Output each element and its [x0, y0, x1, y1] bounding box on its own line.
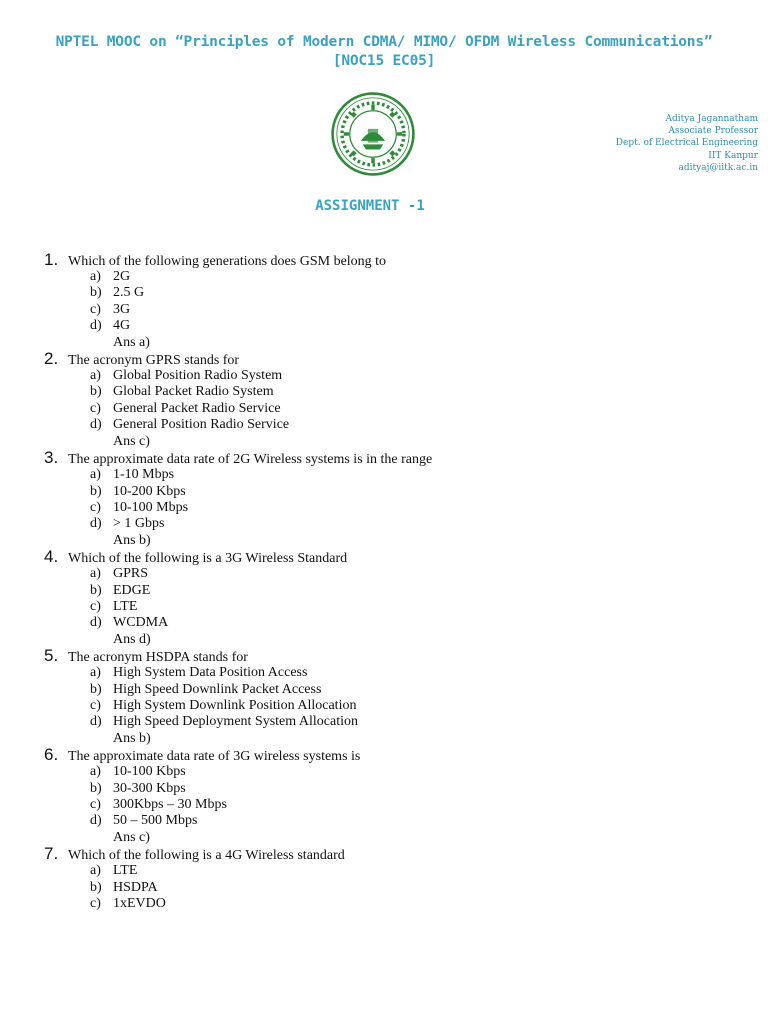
answer-row	[44, 632, 734, 649]
option-text: High System Downlink Position Allocation	[113, 698, 357, 714]
option-text: Global Packet Radio System	[113, 384, 274, 400]
option-row	[44, 615, 734, 631]
option-letter: d)	[90, 615, 102, 631]
answer-text: Ans b)	[113, 532, 151, 548]
option-text: EDGE	[113, 582, 151, 598]
option-row	[44, 285, 734, 301]
question-row	[44, 252, 734, 269]
option-text: 300Kbps – 30 Mbps	[113, 797, 227, 813]
option-letter: c)	[90, 301, 101, 317]
answer-text: Ans b)	[113, 730, 151, 746]
option-text: 10-100 Mbps	[113, 499, 189, 515]
option-text: High Speed Downlink Packet Access	[113, 681, 322, 697]
option-row	[44, 698, 734, 714]
answer-row	[44, 731, 734, 748]
option-row	[44, 764, 734, 780]
option-row	[44, 516, 734, 532]
option-text: LTE	[113, 863, 138, 879]
option-letter: c)	[90, 896, 101, 912]
question-row	[44, 846, 734, 863]
option-text: 50 – 500 Mbps	[113, 813, 198, 829]
option-row	[44, 583, 734, 599]
question-number: 2.	[44, 349, 59, 369]
author-block	[498, 113, 758, 174]
option-row	[44, 500, 734, 516]
question-text: Which of the following is a 4G Wireless standard	[68, 848, 345, 864]
option-letter: c)	[90, 400, 101, 416]
option-letter: a)	[90, 566, 101, 582]
option-row	[44, 484, 734, 500]
option-row	[44, 682, 734, 698]
question-row	[44, 747, 734, 764]
option-row	[44, 269, 734, 285]
option-letter: c)	[90, 499, 101, 515]
option-text: 2.5 G	[113, 285, 145, 301]
option-row	[44, 797, 734, 813]
option-text: > 1 Gbps	[113, 516, 165, 532]
option-text: 4G	[113, 318, 131, 334]
option-row	[44, 599, 734, 615]
option-text: Global Position Radio System	[113, 368, 283, 384]
question-row	[44, 450, 734, 467]
question-number: 3.	[44, 448, 59, 468]
option-text: 1-10 Mbps	[113, 467, 175, 483]
assignment-title: ASSIGNMENT -1	[315, 198, 425, 214]
option-text: 10-200 Kbps	[113, 483, 186, 499]
question-text: The acronym HSDPA stands for	[68, 650, 248, 666]
option-letter: a)	[90, 665, 101, 681]
option-letter: c)	[90, 598, 101, 614]
option-row	[44, 880, 734, 896]
option-row	[44, 863, 734, 879]
question-number: 5.	[44, 646, 59, 666]
question-item	[44, 450, 734, 549]
option-letter: a)	[90, 368, 101, 384]
option-letter: b)	[90, 681, 102, 697]
question-row	[44, 351, 734, 368]
option-row	[44, 896, 734, 912]
question-item	[44, 648, 734, 747]
author-department: Dept. of Electrical Engineering	[615, 138, 758, 149]
option-row	[44, 714, 734, 730]
option-text: GPRS	[113, 566, 149, 582]
option-letter: b)	[90, 384, 102, 400]
question-text: The acronym GPRS stands for	[68, 353, 240, 369]
question-item	[44, 846, 734, 912]
option-row	[44, 417, 734, 433]
question-item	[44, 351, 734, 450]
option-row	[44, 401, 734, 417]
option-text: High Speed Deployment System Allocation	[113, 714, 358, 730]
answer-text: Ans c)	[113, 829, 150, 845]
option-text: 30-300 Kbps	[113, 780, 186, 796]
option-row	[44, 781, 734, 797]
author-name: Aditya Jagannatham	[665, 114, 758, 124]
option-text: 2G	[113, 269, 131, 284]
option-letter: a)	[90, 863, 101, 879]
title-line-1: NPTEL MOOC on “Principles of Modern CDMA/ MIMO/ OFDM Wireless Communications”	[55, 34, 713, 50]
author-position: Associate Professor	[668, 126, 758, 137]
option-letter: d)	[90, 516, 102, 532]
question-item	[44, 549, 734, 648]
question-list	[44, 252, 734, 913]
question-text: The approximate data rate of 3G wireless systems is	[68, 749, 361, 765]
question-text: The approximate data rate of 2G Wireless systems is in the range	[68, 452, 433, 468]
question-text: Which of the following is a 3G Wireless Standard	[68, 551, 348, 567]
document-title	[0, 33, 768, 71]
question-item	[44, 747, 734, 846]
author-institute: IIT Kanpur	[708, 150, 758, 161]
option-letter: a)	[90, 764, 101, 780]
option-letter: d)	[90, 714, 102, 730]
question-number: 1.	[44, 250, 59, 269]
option-text: High System Data Position Access	[113, 665, 308, 681]
option-text: WCDMA	[113, 615, 169, 631]
title-line-2: [NOC15 EC05]	[332, 53, 436, 69]
option-row	[44, 318, 734, 334]
option-letter: b)	[90, 582, 102, 598]
question-number: 4.	[44, 547, 59, 567]
answer-row	[44, 335, 734, 352]
option-row	[44, 467, 734, 483]
question-item	[44, 252, 734, 351]
option-text: 3G	[113, 301, 131, 317]
option-row	[44, 302, 734, 318]
option-text: 10-100 Kbps	[113, 764, 186, 780]
option-letter: d)	[90, 318, 102, 334]
question-number: 7.	[44, 844, 59, 864]
option-letter: c)	[90, 698, 101, 714]
option-row	[44, 813, 734, 829]
option-text: LTE	[113, 598, 138, 614]
option-letter: b)	[90, 483, 102, 499]
option-text: HSDPA	[113, 879, 158, 895]
answer-text: Ans d)	[113, 631, 151, 647]
answer-row	[44, 533, 734, 550]
answer-text: Ans c)	[113, 433, 150, 449]
option-letter: b)	[90, 780, 102, 796]
option-letter: d)	[90, 813, 102, 829]
answer-row	[44, 830, 734, 847]
option-row	[44, 368, 734, 384]
option-letter: a)	[90, 467, 101, 483]
option-text: 1xEVDO	[113, 896, 166, 912]
question-row	[44, 549, 734, 566]
option-text: General Packet Radio Service	[113, 400, 281, 416]
option-text: General Position Radio Service	[113, 417, 290, 433]
option-letter: a)	[90, 269, 101, 284]
answer-row	[44, 434, 734, 451]
question-number: 6.	[44, 745, 59, 765]
option-row	[44, 665, 734, 681]
question-text: Which of the following generations does GSM belong to	[68, 254, 387, 269]
answer-text: Ans a)	[113, 334, 150, 350]
option-row	[44, 566, 734, 582]
option-letter: b)	[90, 285, 102, 301]
option-letter: c)	[90, 797, 101, 813]
question-row	[44, 648, 734, 665]
option-letter: d)	[90, 417, 102, 433]
iit-kanpur-logo-icon	[330, 91, 416, 177]
option-row	[44, 384, 734, 400]
author-email: adityaj@iitk.ac.in	[678, 162, 758, 173]
option-letter: b)	[90, 879, 102, 895]
